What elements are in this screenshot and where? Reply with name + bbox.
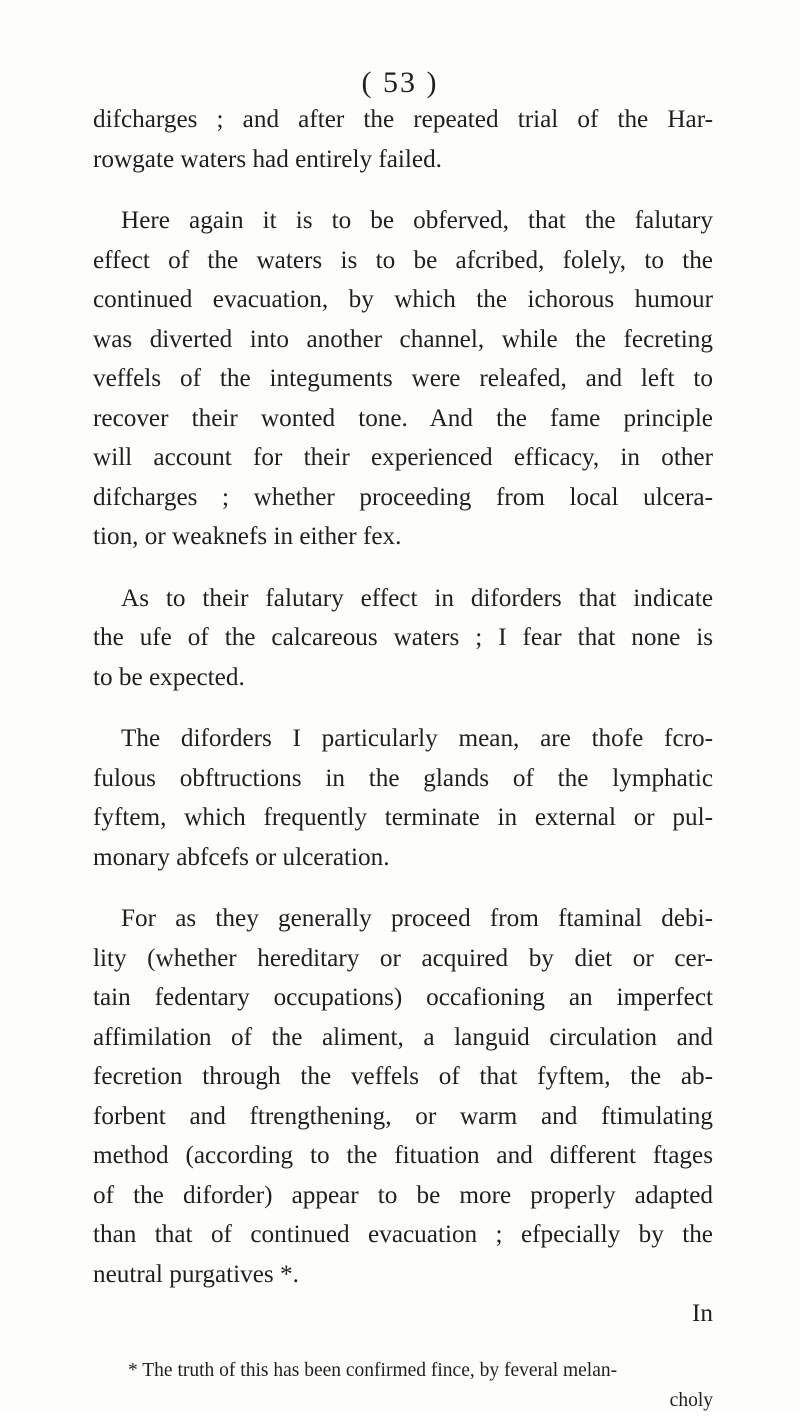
text-line: tain fedentary occupations) occafioning an imperfect xyxy=(93,984,713,1011)
text-line: of the diforder) appear to be more properly adapted xyxy=(93,1181,713,1209)
text-line: continued evacuation, by which the ichorous humour xyxy=(93,286,713,313)
body-text xyxy=(93,100,713,1334)
text-line: veffels of the integuments were releafed, and left to xyxy=(93,365,713,392)
text-line: The diforders I particularly mean, are thofe fcro- xyxy=(121,725,713,752)
page-number: ( 53 ) xyxy=(361,66,439,99)
text-line: effect of the waters is to be afcribed, folely, to the xyxy=(93,246,713,274)
text-line: fecretion through the veffels of that fyftem, the ab- xyxy=(93,1063,713,1090)
catchword: In xyxy=(692,1300,713,1327)
text-line: rowgate waters had entirely failed. xyxy=(93,145,442,173)
text-line: than that of continued evacuation ; efpecially by the xyxy=(93,1221,713,1248)
text-line: the ufe of the calcareous waters ; I fear that none is xyxy=(93,624,713,651)
text-line: tion, or weaknefs in either fex. xyxy=(93,523,402,550)
text-line: lity (whether hereditary or acquired by diet or cer- xyxy=(93,944,713,972)
footnote-line: choly xyxy=(669,1390,713,1411)
text-line: difcharges ; whether proceeding from local ulcera- xyxy=(93,483,713,511)
text-line: neutral purgatives *. xyxy=(93,1260,299,1288)
text-line: was diverted into another channel, while the fecreting xyxy=(93,325,713,353)
footnote-line: * The truth of this has been confirmed fince, by feveral melan- xyxy=(128,1360,618,1381)
text-line: difcharges ; and after the repeated trial of the Har- xyxy=(93,106,713,133)
text-line: recover their wonted tone. And the fame principle xyxy=(93,404,713,432)
text-line: fyftem, which frequently terminate in external or pul- xyxy=(93,804,713,831)
text-line: to be expected. xyxy=(93,663,245,691)
text-line: fulous obftructions in the glands of the lymphatic xyxy=(93,764,713,792)
text-line: monary abfcefs or ulceration. xyxy=(93,843,390,871)
text-line: will account for their experienced efficacy, in other xyxy=(93,444,713,471)
text-line: forbent and ftrengthening, or warm and ftimulating xyxy=(93,1102,713,1130)
footnote xyxy=(128,1356,713,1416)
text-line: affimilation of the aliment, a languid circulation and xyxy=(93,1023,713,1051)
text-line: For as they generally proceed from ftaminal debi- xyxy=(121,905,713,932)
text-line: method (according to the fituation and different ftages xyxy=(93,1142,713,1169)
text-line: As to their falutary effect in diforders that indicate xyxy=(121,584,713,612)
text-line: Here again it is to be obferved, that the falutary xyxy=(121,207,713,234)
